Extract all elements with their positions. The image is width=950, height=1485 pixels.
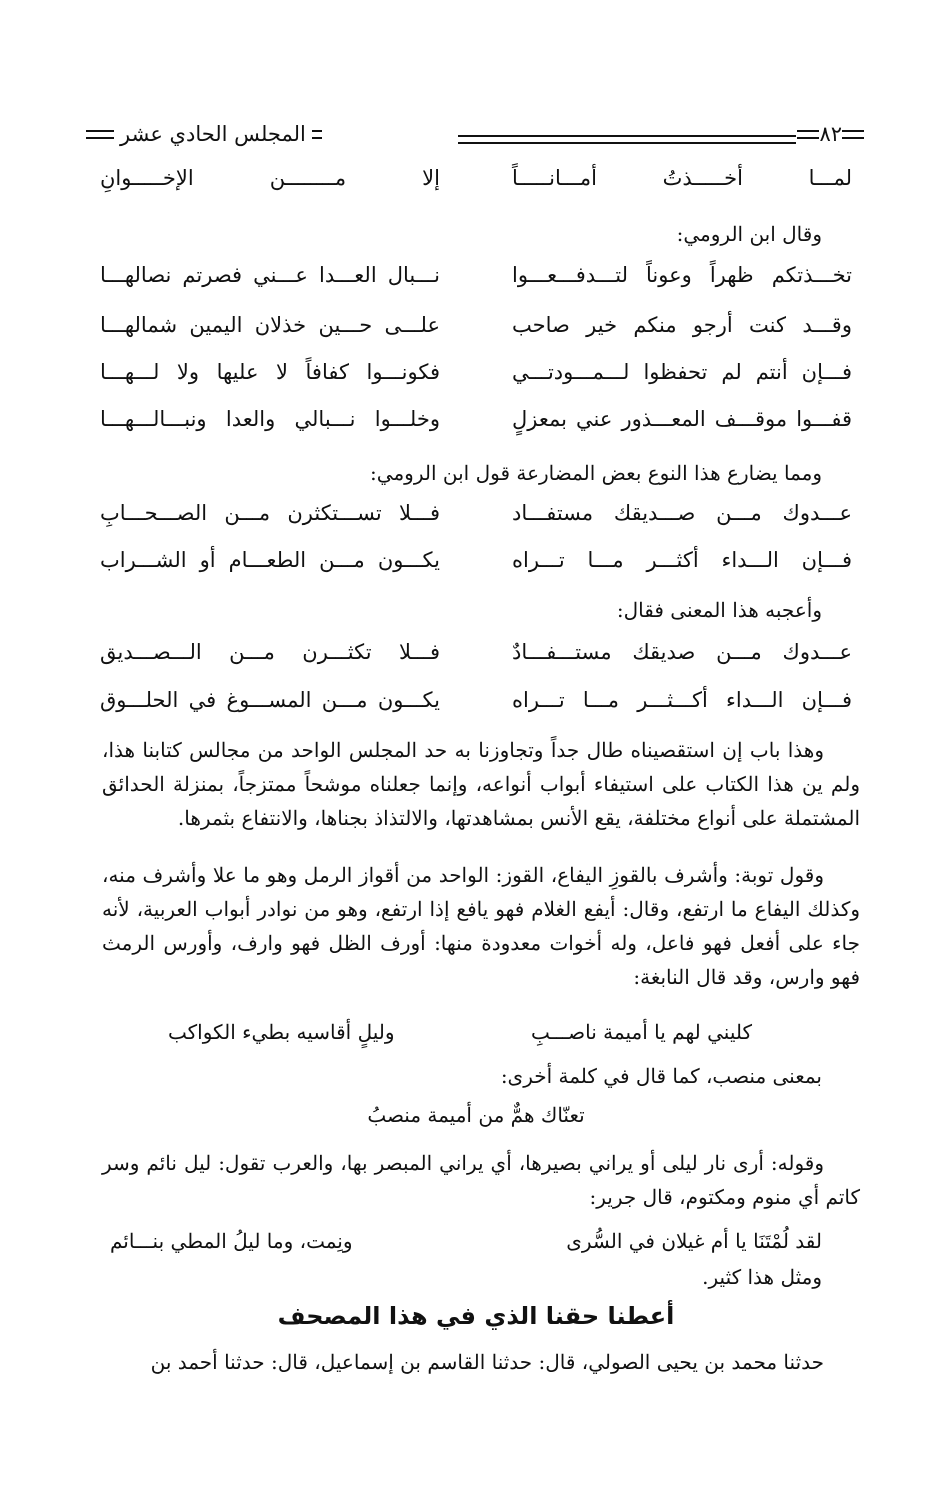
paragraph-tawba [102,858,860,994]
running-header [86,118,864,158]
verse-ibn-rumi-3 [100,360,852,396]
verse-hemistich-first: فـــإن الـــداء أكـــثـــر مـــا تـــراه [512,688,852,712]
verse-ibn-rumi-1 [100,263,852,299]
verse-similar-1 [100,501,852,537]
header-rule-middle [458,135,796,144]
verse-hemistich-second: فـــلا تســـتكثرن مـــن الصـــحـــابِ [100,501,440,525]
chapter-title: المجلس الحادي عشر [120,122,306,146]
verse-hemistich-second: إلا مــــــــن الإخـــــوانِ [100,166,440,190]
half-verse: تعنّاك همٌّ من أميمة منصبُ [367,1103,585,1127]
page-number: ٨٢ [819,122,842,146]
header-rule-title-right [312,130,322,139]
verse-hemistich-second: يكـــون مـــن الطعـــام أو الشـــراب [100,548,440,572]
verse-admired-2 [100,688,852,724]
intro-ibn-rumi: وقال ابن الرومي: [676,222,822,246]
verse-hemistich-second: فكونـــوا كفافاً لا عليها ولا لـــهـــا [100,360,440,384]
line-mithl: ومثل هذا كثير. [702,1265,822,1289]
verse-hemistich-first: عـــدوك مـــن صـــديقك مستفـــاد [512,501,852,525]
jarir-hemistich-first: لقد لُمْتَنَا يا أم غيلان في السُّرى [566,1229,822,1253]
intro-similar: ومما يضارع هذا النوع بعض المضارعة قول ابن الرومي: [370,461,822,485]
paragraph-chapter-note [102,733,860,835]
verse-hemistich-first: لمـــا أخـــــذتُ أمـــانـــــاً [512,166,852,190]
verse-top [100,166,852,202]
line-mansab: بمعنى منصب، كما قال في كلمة أخرى: [500,1064,822,1088]
paragraph-text: حدثنا محمد بن يحيى الصولي، قال: حدثنا القاسم بن إسماعيل، قال: حدثنا أحمد بن [150,1350,824,1374]
page-number-block [797,122,864,146]
intro-admired: وأعجبه هذا المعنى فقال: [616,598,822,622]
section-heading: أعطنا حقنا الذي في هذا المصحف [277,1302,675,1330]
verse-hemistich-first: تخـــذتكم ظهراً وعوناً لتـــدفـــعـــوا [512,263,852,287]
verse-hemistich-second: نـــبال العـــدا عـــني فصرتم نصالهـــا [100,263,440,287]
paragraph-layla [102,1146,860,1214]
verse-hemistich-first: عـــدوك مـــن صديقك مستـــفـــادٌ [512,640,852,664]
jarir-hemistich-second: ونِمت، وما ليلُ المطي بنـــائم [110,1229,353,1253]
nabigha-hemistich-first: كليني لهم يا أميمة ناصـــبِ [530,1020,752,1044]
verse-hemistich-second: وخلـــوا نـــبالي والعدا ونبـــالـــهـــا [100,407,440,431]
verse-ibn-rumi-2 [100,313,852,349]
verse-hemistich-first: قفـــوا موقـــف المعـــذور عني بمعزلٍ [512,407,852,431]
verse-ibn-rumi-4 [100,407,852,443]
header-rule-page [797,130,819,139]
verse-hemistich-second: علـــى حـــين خذلان اليمين شمالهـــا [100,313,440,337]
verse-hemistich-first: فـــإن أنتم لم تحفظوا لـــمـــودتـــي [512,360,852,384]
header-rule-left [86,130,114,139]
verse-hemistich-first: وقـــد كنت أرجو منكم خير صاحب [512,313,852,337]
verse-admired-1 [100,640,852,676]
paragraph-text: وقوله: أرى نار ليلى أو يراني بصيرها، أي يراني المبصر بها، والعرب تقول: ليل نائم وسر كاتم أي منوم ومكتوم، قال جرير: [102,1151,860,1209]
header-rule-right [842,130,864,139]
verse-hemistich-second: يكـــون مـــن المســـوغ في الحلـــوق [100,688,440,712]
verse-hemistich-second: فـــلا تكثـــرن مـــن الـــصـــديق [100,640,440,664]
verse-similar-2 [100,548,852,584]
nabigha-hemistich-second: وليلٍ أقاسيه بطيء الكواكب [168,1020,395,1044]
paragraph-text: وهذا باب إن استقصيناه طال جداً وتجاوزنا به حد المجلس الواحد من مجالس كتابنا هذا، ولم ين هذا الكتاب على استيفاء أبواب أنواعه، وإنما جعلناه موشحاً ممتزجاً، بمنزلة الحدائق المشتملة على أنواع مختلفة، يقع الأنس بمشاهدتها، والالتذاذ بجناها، والانتفاع بثمرها. [102,738,860,830]
verse-hemistich-first: فـــإن الـــداء أكثـــر مـــا تـــراه [512,548,852,572]
paragraph-last [102,1345,860,1379]
chapter-title-block [86,122,322,146]
paragraph-text: وقول توبة: وأشرف بالقوزِ اليفاع، القوز: الواحد من أقواز الرمل وهو ما علا وأشرف منه، وكذلك اليفاع ما ارتفع، وقال: أيفع الغلام فهو يافع إذا ارتفع، وهو من نوادر أبواب العربية، لأنه جاء على أفعل فهو فاعل، وله أخوات معدودة منها: أورف الظل فهو وارف، وأورس الرمث فهو وارس، وقد قال النابغة: [102,863,860,989]
